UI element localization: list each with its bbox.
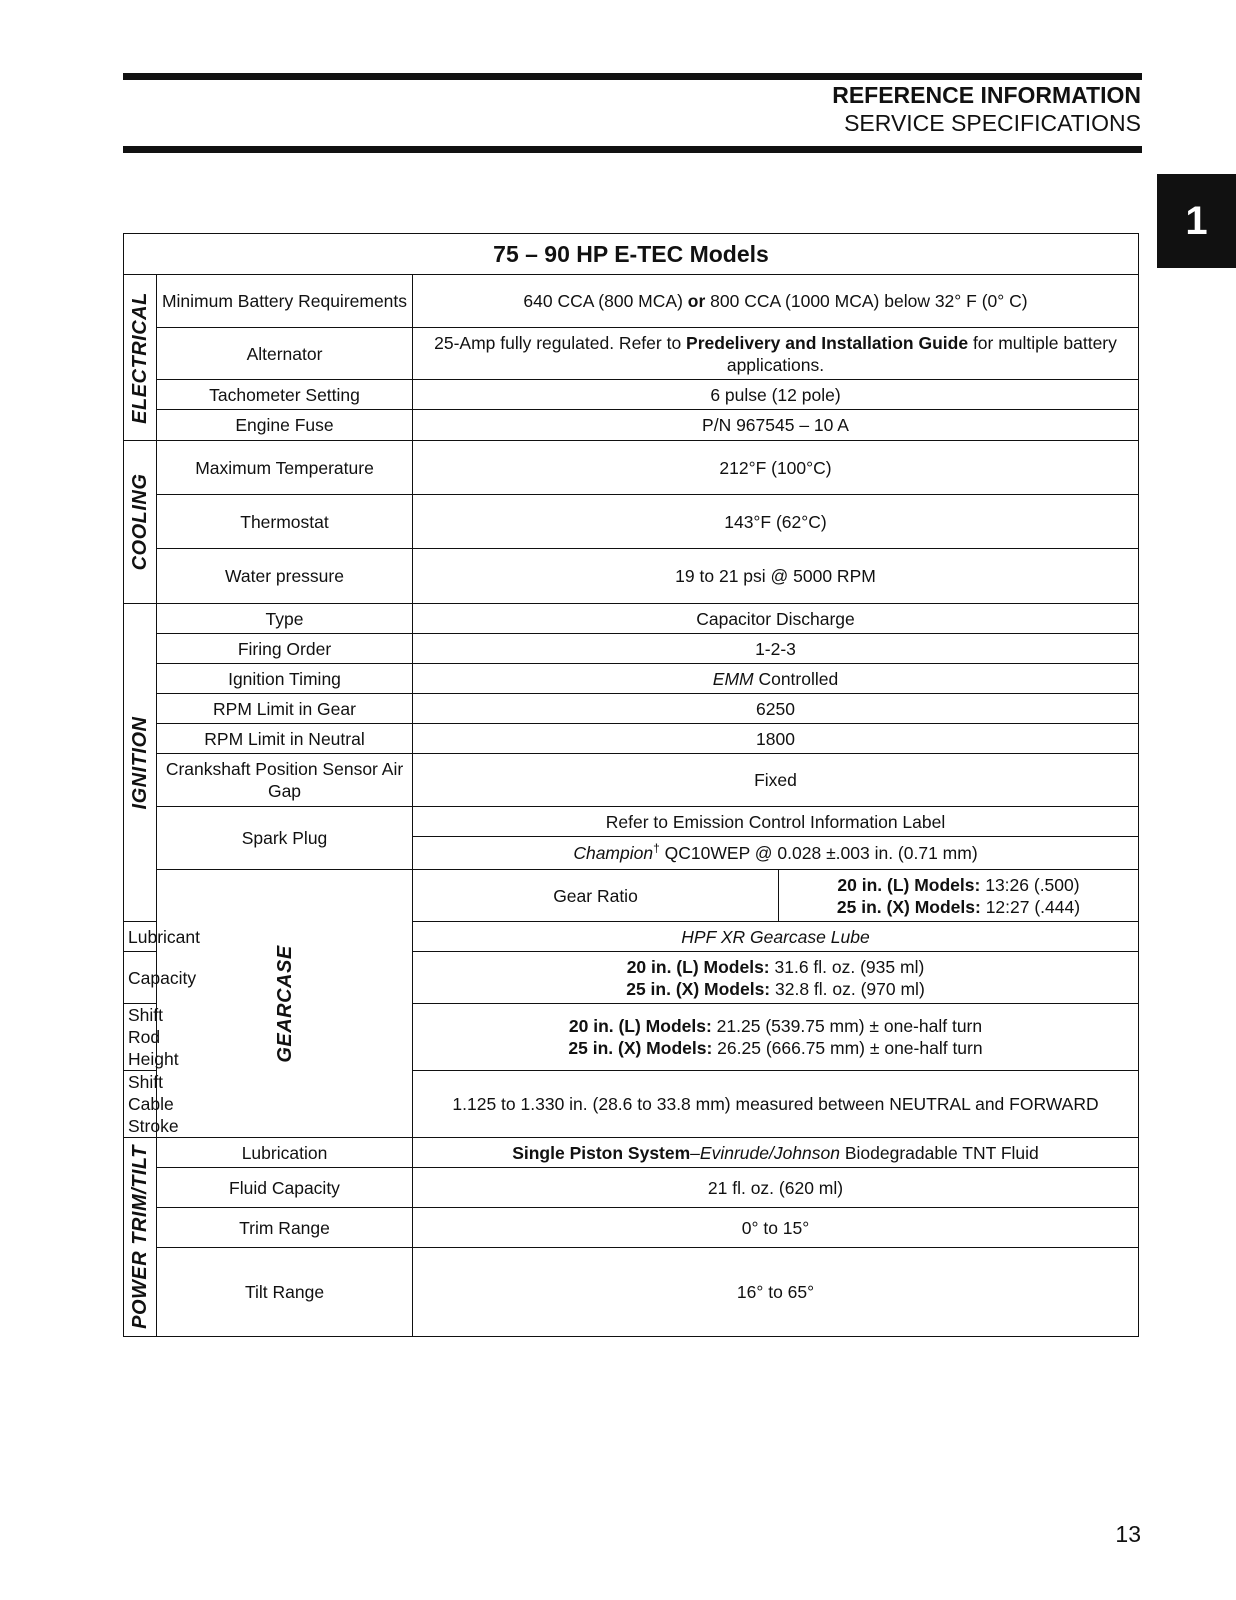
label-tachometer: Tachometer Setting [157, 380, 413, 410]
header-title: REFERENCE INFORMATION [832, 82, 1141, 108]
value-trim-range: 0° to 15° [413, 1208, 1139, 1248]
value-tilt-range: 16° to 65° [413, 1248, 1139, 1337]
label-fuse: Engine Fuse [157, 410, 413, 441]
service-spec-table [123, 233, 1139, 1337]
value-lubricant: HPF XR Gearcase Lube [413, 922, 1139, 952]
label-ign-type: Type [157, 604, 413, 634]
label-thermostat: Thermostat [157, 495, 413, 549]
page-number: 13 [1115, 1521, 1141, 1547]
chapter-tab: 1 [1157, 174, 1236, 268]
label-crank-sensor: Crankshaft Position Sensor Air Gap [157, 754, 413, 807]
label-fluid-capacity: Fluid Capacity [157, 1168, 413, 1208]
label-capacity: Capacity [124, 952, 157, 1004]
label-firing-order: Firing Order [157, 634, 413, 664]
label-ign-timing: Ignition Timing [157, 664, 413, 694]
label-lubrication: Lubrication [157, 1138, 413, 1168]
value-battery: 640 CCA (800 MCA) or 800 CCA (1000 MCA) below 32° F (0° C) [413, 275, 1139, 328]
value-spark-plug-1: Refer to Emission Control Information Label [413, 807, 1139, 837]
value-capacity: 20 in. (L) Models: 31.6 fl. oz. (935 ml) 25 in. (X) Models: 32.8 fl. oz. (970 ml) [413, 952, 1139, 1004]
header-top-rule [123, 73, 1142, 80]
value-thermostat: 143°F (62°C) [413, 495, 1139, 549]
value-tachometer: 6 pulse (12 pole) [413, 380, 1139, 410]
value-spark-plug-2: Champion† QC10WEP @ 0.028 ±.003 in. (0.71 mm) [413, 837, 1139, 870]
value-crank-sensor: Fixed [413, 754, 1139, 807]
header-bottom-rule [123, 146, 1142, 153]
section-label-power-trim: POWER TRIM/TILT [129, 1145, 151, 1329]
label-shift-rod: Shift Rod Height [124, 1004, 157, 1071]
header-subtitle: SERVICE SPECIFICATIONS [844, 110, 1141, 136]
section-gearcase [157, 870, 413, 1138]
value-shift-rod: 20 in. (L) Models: 21.25 (539.75 mm) ± one-half turn 25 in. (X) Models: 26.25 (666.75 mm) ± one-half turn [413, 1004, 1139, 1071]
value-shift-cable: 1.125 to 1.330 in. (28.6 to 33.8 mm) measured between NEUTRAL and FORWARD [413, 1071, 1139, 1138]
section-label-gearcase: GEARCASE [273, 944, 296, 1063]
label-tilt-range: Tilt Range [157, 1248, 413, 1337]
section-cooling [124, 441, 157, 604]
label-rpm-neutral: RPM Limit in Neutral [157, 724, 413, 754]
value-lubrication: Single Piston System–Evinrude/Johnson Biodegradable TNT Fluid [413, 1138, 1139, 1168]
value-max-temp: 212°F (100°C) [413, 441, 1139, 495]
value-rpm-gear: 6250 [413, 694, 1139, 724]
label-trim-range: Trim Range [157, 1208, 413, 1248]
label-max-temp: Maximum Temperature [157, 441, 413, 495]
value-ign-timing: EMM Controlled [413, 664, 1139, 694]
value-alternator: 25-Amp fully regulated. Refer to Predelivery and Installation Guide for multiple battery applications. [413, 328, 1139, 380]
label-lubricant: Lubricant [124, 922, 157, 952]
label-battery: Minimum Battery Requirements [157, 275, 413, 328]
table-title: 75 – 90 HP E-TEC Models [124, 234, 1139, 275]
label-spark-plug: Spark Plug [157, 807, 413, 870]
value-rpm-neutral: 1800 [413, 724, 1139, 754]
label-water-pressure: Water pressure [157, 549, 413, 604]
value-fuse: P/N 967545 – 10 A [413, 410, 1139, 441]
section-electrical [124, 275, 157, 441]
value-gear-ratio-models: 20 in. (L) Models: 13:26 (.500) 25 in. (X) Models: 12:27 (.444) [779, 870, 1139, 922]
value-firing-order: 1-2-3 [413, 634, 1139, 664]
section-label-ignition: IGNITION [129, 716, 151, 809]
section-label-electrical: ELECTRICAL [129, 291, 151, 424]
label-gear-ratio: Gear Ratio [413, 870, 779, 922]
label-alternator: Alternator [157, 328, 413, 380]
section-power-trim [124, 1138, 157, 1337]
label-shift-cable: Shift Cable Stroke [124, 1071, 157, 1138]
value-water-pressure: 19 to 21 psi @ 5000 RPM [413, 549, 1139, 604]
section-label-cooling: COOLING [129, 473, 151, 571]
value-ign-type: Capacitor Discharge [413, 604, 1139, 634]
label-rpm-gear: RPM Limit in Gear [157, 694, 413, 724]
value-fluid-capacity: 21 fl. oz. (620 ml) [413, 1168, 1139, 1208]
section-ignition [124, 604, 157, 922]
